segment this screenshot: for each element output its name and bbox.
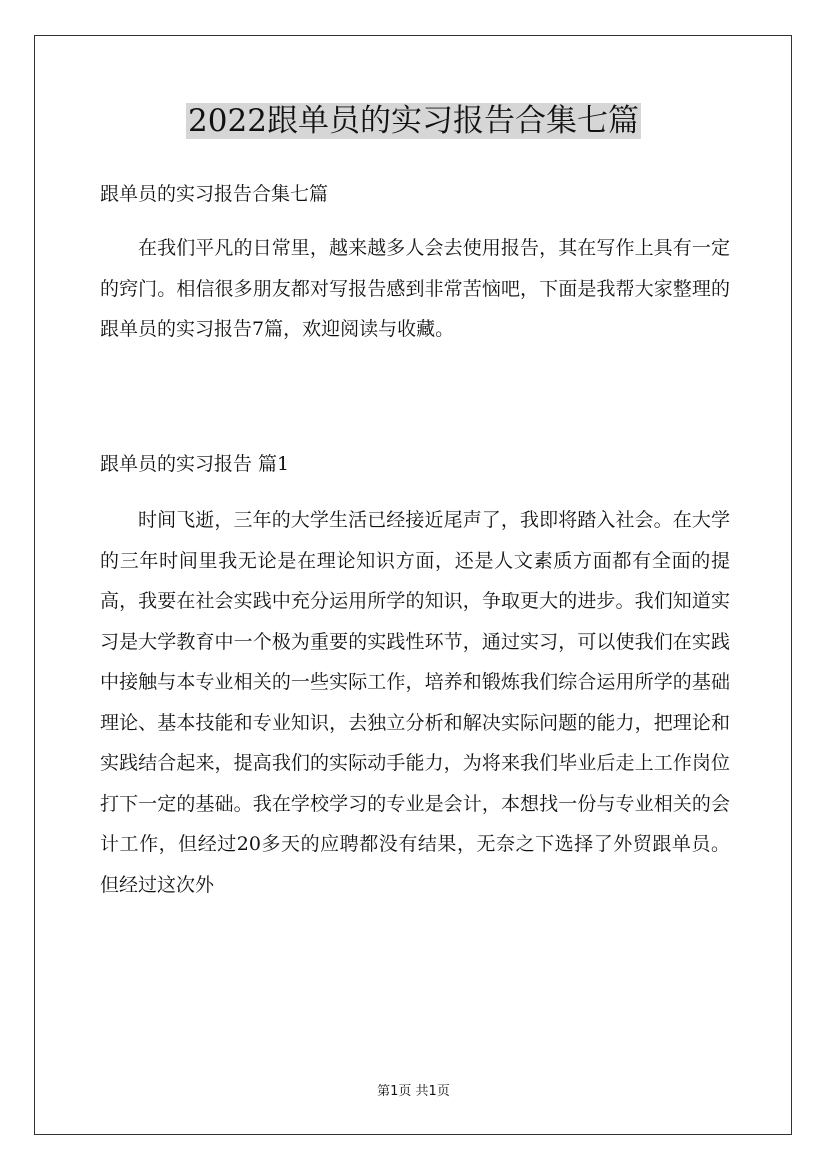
- document-title: [0, 98, 827, 144]
- intro-paragraph: 在我们平凡的日常里，越来越多人会去使用报告，其在写作上具有一定的窍门。相信很多朋友都对写报告感到非常苦恼吧，下面是我帮大家整理的跟单员的实习报告7篇，欢迎阅读与收藏。: [100, 237, 730, 340]
- section-heading-1: 跟单员的实习报告 篇1: [100, 453, 290, 475]
- document-subtitle: 跟单员的实习报告合集七篇: [100, 183, 329, 205]
- section-paragraph-1: 时间飞逝，三年的大学生活已经接近尾声了，我即将踏入社会。在大学的三年时间里我无论是在理论知识方面，还是人文素质方面都有全面的提高，我要在社会实践中充分运用所学的知识，争取更大的进步。我们知道实习是大学教育中一个极为重要的实践性环节，通过实习，可以使我们在实践中接触与本专业相关的一些实际工作，培养和锻炼我们综合运用所学的基础理论、基本技能和专业知识，去独立分析和解决实际问题的能力，把理论和实践结合起来，提高我们的实际动手能力，为将来我们毕业后走上工作岗位打下一定的基础。我在学校学习的专业是会计，本想找一份与专业相关的会计工作，但经过20多天的应聘都没有结果，无奈之下选择了外贸跟单员。但经过这次外: [100, 509, 730, 896]
- page-footer: 第1页 共1页: [377, 1084, 450, 1099]
- document-title-text: 2022跟单员的实习报告合集七篇: [188, 103, 639, 139]
